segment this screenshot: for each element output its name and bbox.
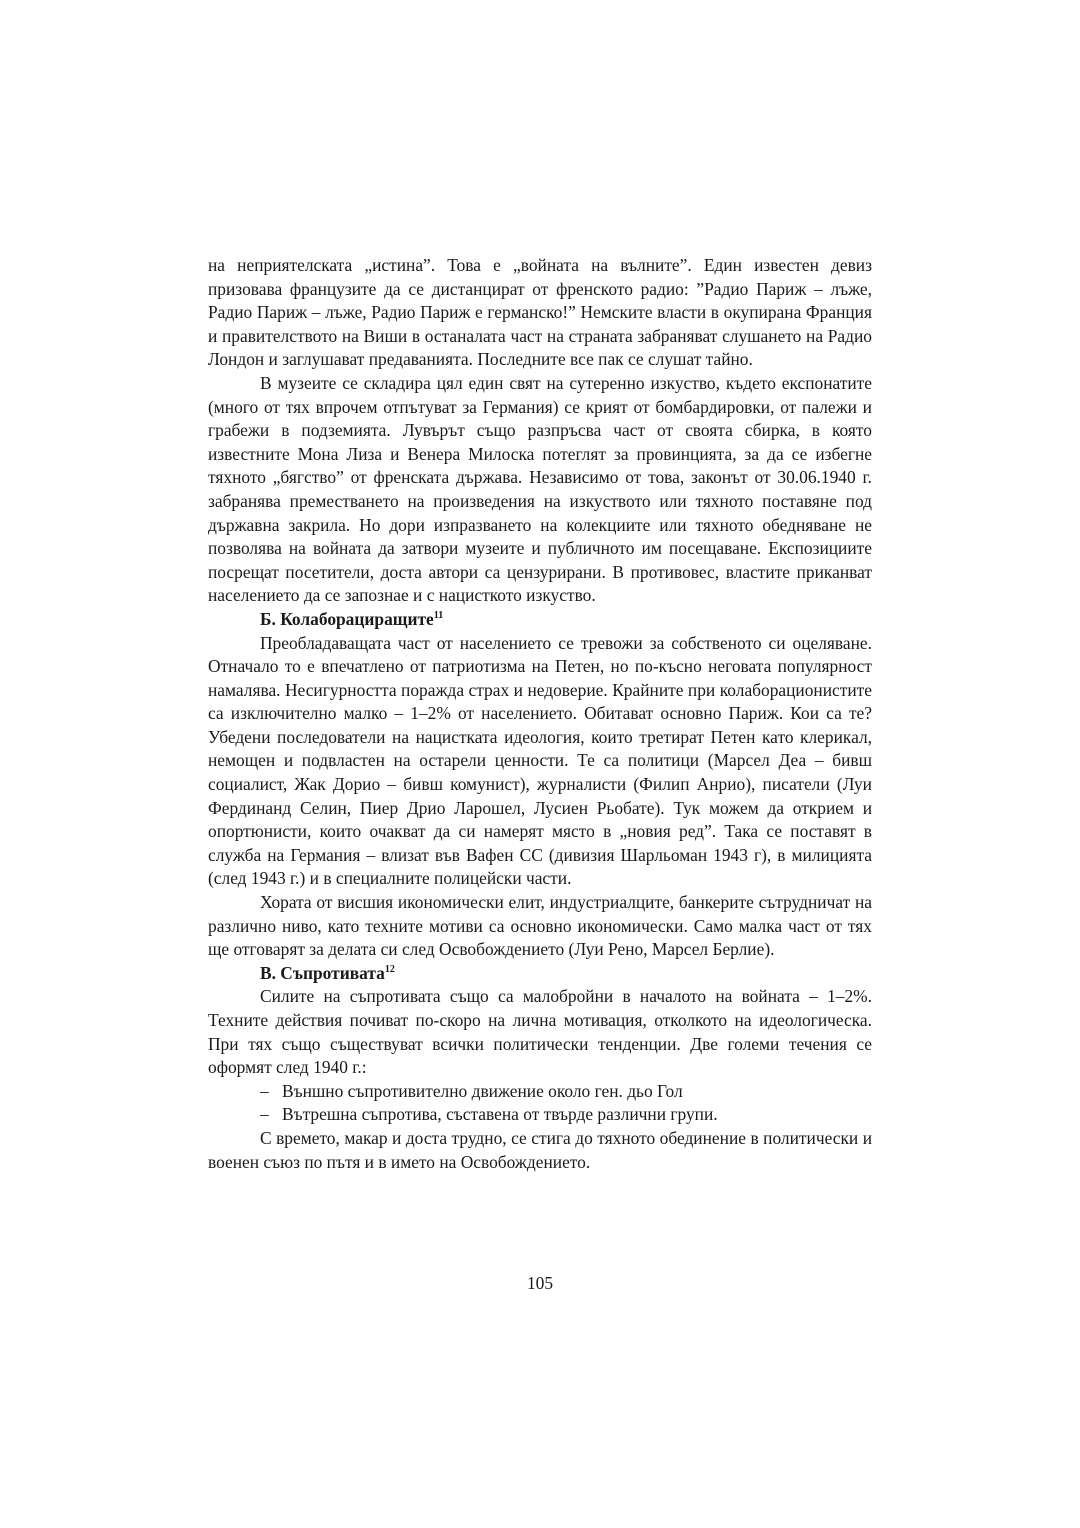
list-item xyxy=(208,1080,872,1104)
section-heading-collaborators xyxy=(208,608,872,632)
paragraph-resistance-forces: Силите на съпротивата също са малобройни в началото на войната – 1–2%. Техните действия почиват по-скоро на лична мотивация, отколкото на идеологическа. При тях също съществуват всички политически тенденции. Две големи течения се оформят след 1940 г.: xyxy=(208,986,872,1078)
paragraph-unification: С времето, макар и доста трудно, се стига до тяхното обединение в политически и военен съюз по пътя и в името на Освобождението. xyxy=(208,1127,872,1172)
paragraph-population: Преобладаващата част от населението се тревожи за собственото си оцеляване. Отначало то е впечатлено от патриотизма на Петен, но по-късно неговата популярност намалява. Несигурността поражда страх и недоверие. Крайните при колаборационистите са изключително малко – 1–2% от населението. Обитават основно Париж. Кои са те? Убедени последователи на нацистката идеология, които третират Петен като клерикал, немощен и подвластен на остарели ценности. Те са политици (Марсел Деа – бивш социалист, Жак Дорио – бивш комунист), журналисти (Филип Анрио), писатели (Луи Фердинанд Селин, Пиер Дрио Ларошел, Лусиен Рьобате). Тук можем да открием и опортюнисти, които очакват да си намерят място в „новия ред”. Така се поставят в служба на Германия – влизат във Вафен СС (дивизия Шарльоман 1943 г), в милицията (след 1943 г.) и в специалните полицейски части. xyxy=(208,632,872,889)
paragraph-museums: В музеите се складира цял един свят на сутеренно изкуство, където експонатите (много от тях впрочем отпътуват за Германия) се крият от бомбардировки, от палежи и грабежи в подземията. Лувърът също разпръсва част от своята сбирка, в която известните Мона Лиза и Венера Милоска потеглят за провинцията, за да се избегне тяхното „бягство” от френската държава. Независимо от това, законът от 30.06.1940 г. забранява преместването на произведения на изкуството или тяхното поставяне под държавна закрила. Но дори изпразването на колекциите или тяхното обедняване не позволява на войната да затвори музеите и публичното им посещаване. Експозициите посрещат посетители, доста автори са цензурирани. В противовес, властите приканват населението да се запознае и с нацисткото изкуство. xyxy=(208,372,872,606)
footnote-marker-12: 12 xyxy=(384,964,395,976)
section-heading-collaborators-text: Б. Колаборациращите xyxy=(260,608,434,629)
list-item-text: Външно съпротивително движение около ген. дьо Гол xyxy=(282,1080,683,1101)
page-body xyxy=(208,254,872,1174)
page-number: 105 xyxy=(526,1273,554,1293)
footnote-marker-11: 11 xyxy=(433,610,444,622)
section-heading-resistance-text: В. Съпротивата xyxy=(260,962,385,983)
paragraph-radio-war: на неприятелската „истина”. Това е „войната на вълните”. Един известен девиз призовава французите да се дистанцират от френското радио: ”Радио Париж – лъже, Радио Париж – лъже, Радио Париж е германско!” Немските власти в окупирана Франция и правителството на Виши в останалата част на страната забраняват слушането на Радио Лондон и заглушават предаванията. Последните все пак се слушат тайно. xyxy=(208,255,872,370)
dash-marker: – xyxy=(260,1080,269,1101)
list-item xyxy=(208,1103,872,1127)
dash-marker: – xyxy=(260,1104,269,1125)
section-heading-resistance xyxy=(208,962,872,986)
list-item-text: Вътрешна съпротива, съставена от твърде различни групи. xyxy=(282,1104,718,1125)
paragraph-economic-elite: Хората от висшия икономически елит, индустриалците, банкерите сътрудничат на различно ниво, като техните мотиви са основно икономически. Само малка част от тях ще отговарят за делата си след Освобождението (Луи Рено, Марсел Берлие). xyxy=(208,892,872,960)
